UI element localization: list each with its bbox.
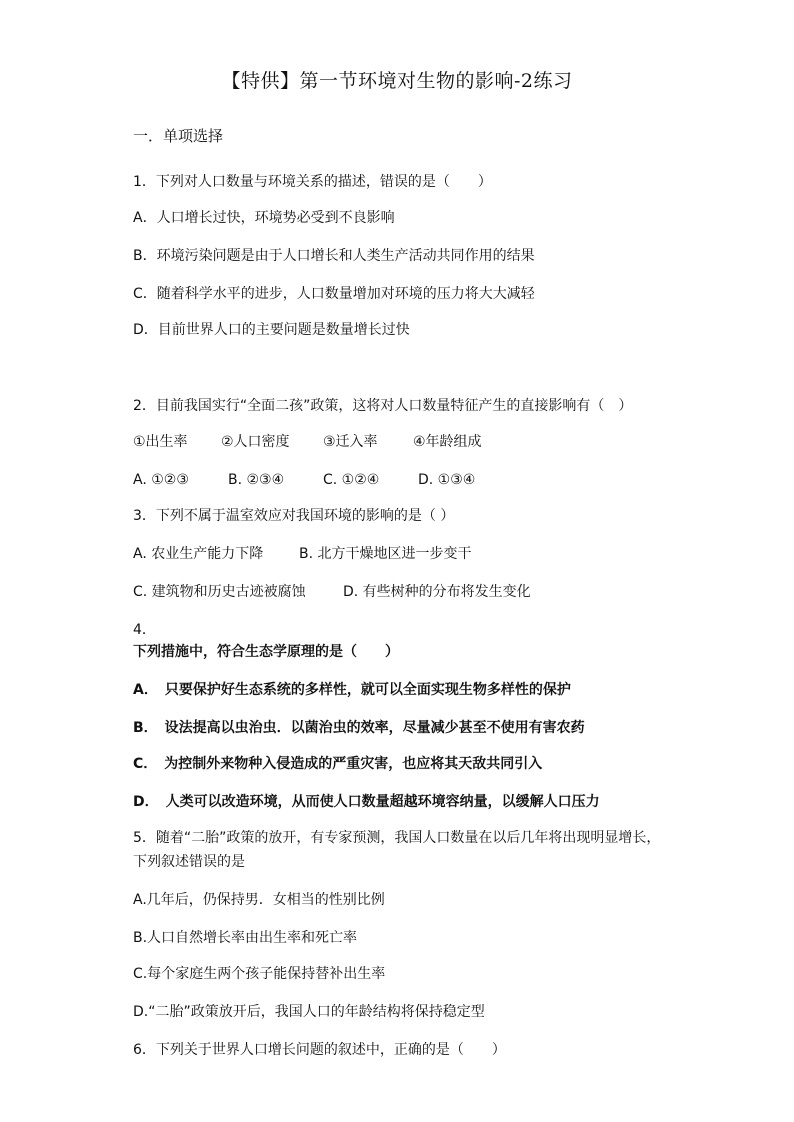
question-2-item-2: ②人口密度 xyxy=(221,434,290,450)
question-2-item-4: ④年龄组成 xyxy=(413,434,482,450)
question-4-number: 4． xyxy=(133,622,156,638)
question-3-options-cd xyxy=(133,582,693,602)
question-5-stem: 5．随着“二胎”政策的放开，有专家预测，我国人口数量在以后几年将出现明显增长，下列叙述错误的是 xyxy=(133,830,661,870)
question-2-option-d: D. ①③④ xyxy=(418,472,476,488)
question-2-stem: 2．目前我国实行“全面二孩”政策，这将对人口数量特征产生的直接影响有（ ） xyxy=(133,398,633,414)
question-2-option-c: C. ①②④ xyxy=(323,472,380,488)
question-2-option-a: A. ①②③ xyxy=(133,472,189,488)
question-3-option-b: B. 北方干燥地区进一步变干 xyxy=(299,546,472,562)
question-5-option-b: B.人口自然增长率由出生率和死亡率 xyxy=(133,930,358,946)
question-3-option-c: C. 建筑物和历史古迹被腐蚀 xyxy=(133,584,306,600)
question-3-stem: 3．下列不属于温室效应对我国环境的影响的是（ ） xyxy=(133,508,455,524)
question-3-options-ab xyxy=(133,544,693,564)
section-heading: 一．单项选择 xyxy=(133,127,224,145)
question-2-item-3: ③迁入率 xyxy=(323,434,378,450)
question-3-option-d: D. 有些树种的分布将发生变化 xyxy=(343,584,531,600)
question-4-option-c: C． 为控制外来物种入侵造成的严重灾害，也应将其天敌共同引入 xyxy=(133,756,543,772)
question-4-option-d: D． 人类可以改造环境，从而使人口数量超越环境容纳量，以缓解人口压力 xyxy=(133,794,600,810)
question-2-option-b: B. ②③④ xyxy=(228,472,285,488)
question-4-option-b: B． 设法提高以虫治虫．以菌治虫的效率，尽量减少甚至不使用有害农药 xyxy=(133,720,585,736)
question-4-stem: 下列措施中，符合生态学原理的是（ ） xyxy=(133,644,399,660)
question-5-option-c: C.每个家庭生两个孩子能保持替补出生率 xyxy=(133,966,386,982)
question-1-option-d: D．目前世界人口的主要问题是数量增长过快 xyxy=(133,322,410,338)
question-3-option-a: A. 农业生产能力下降 xyxy=(133,546,264,562)
question-5-option-a: A.几年后，仍保持男．女相当的性别比例 xyxy=(133,892,385,908)
question-1-option-b: B．环境污染问题是由于人口增长和人类生产活动共同作用的结果 xyxy=(133,248,535,264)
question-1-option-a: A．人口增长过快，环境势必受到不良影响 xyxy=(133,210,395,226)
page-title: 【特供】第一节环境对生物的影响-2练习 xyxy=(221,70,573,92)
question-6-stem: 6．下列关于世界人口增长问题的叙述中，正确的是（ ） xyxy=(133,1042,506,1058)
question-5-option-d: D.“二胎”政策放开后，我国人口的年龄结构将保持稳定型 xyxy=(133,1004,485,1020)
question-2-options xyxy=(133,470,693,490)
question-1-option-c: C．随着科学水平的进步，人口数量增加对环境的压力将大大减轻 xyxy=(133,286,535,302)
question-2-items xyxy=(133,432,693,452)
question-4-option-a: A． 只要保护好生态系统的多样性，就可以全面实现生物多样性的保护 xyxy=(133,682,571,698)
question-2-item-1: ①出生率 xyxy=(133,434,188,450)
question-1-stem: 1．下列对人口数量与环境关系的描述，错误的是（ ） xyxy=(133,174,492,190)
